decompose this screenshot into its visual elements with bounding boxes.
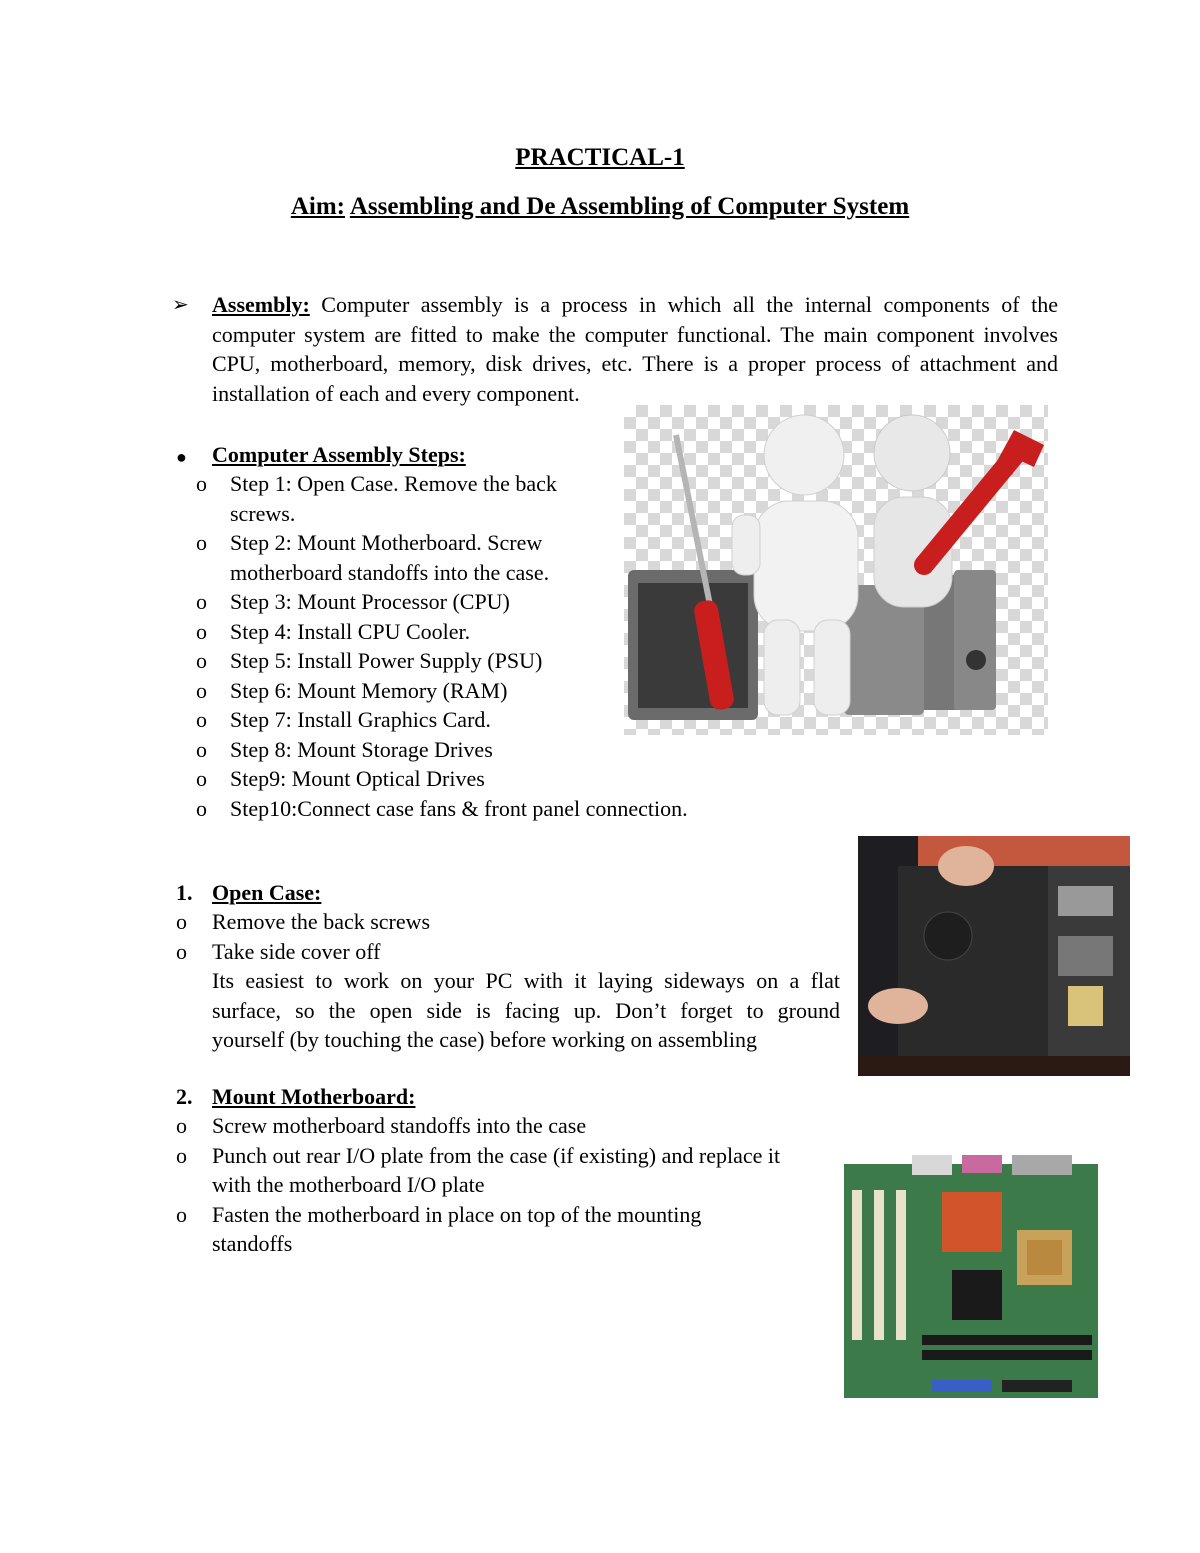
circle-bullet-icon: o [196,736,207,762]
aim-heading [0,193,1200,221]
circle-bullet-icon: o [196,589,207,614]
circle-bullet-icon: o [176,938,187,964]
list-item: o Step 7: Install Graphics Card. [196,705,688,735]
aim-label: Aim: [290,193,345,220]
circle-bullet-icon: o [176,1142,187,1168]
list-item-continuation: standoffs [212,1231,293,1256]
motherboard-image [842,1150,1100,1400]
technicians-illustration [624,405,1048,735]
bullet-icon: ● [176,447,187,467]
paragraph-line: yourself (by touching the case) before working on assembling [212,1027,757,1052]
aim-text: Assembling and De Assembling of Computer System [349,193,910,220]
list-item: o Remove the back screws [176,907,430,937]
list-item: o Step9: Mount Optical Drives [196,764,688,794]
list-item-continuation: screws. [230,500,296,526]
section1-number: 1. [176,880,193,905]
circle-bullet-icon: o [196,530,207,555]
list-item: o Step 6: Mount Memory (RAM) [196,676,688,706]
list-item: o Step10:Connect case fans & front panel connection. [196,794,688,824]
list-item: o Step 4: Install CPU Cooler. [196,617,688,647]
list-item: o Step 5: Install Power Supply (PSU) [196,646,688,676]
paragraph-line: Its easiest to work on your PC with it laying sideways on a flat [212,968,840,993]
page-title: PRACTICAL-1 [515,144,685,171]
paragraph-line: surface, so the open side is facing up. Don’t forget to ground [212,997,840,1023]
assembly-label: Assembly: [212,292,310,317]
section1-heading: Open Case: [212,880,322,905]
list-item: o Fasten the motherboard in place on top of the mounting [176,1200,780,1230]
circle-bullet-icon: o [196,766,207,791]
circle-bullet-icon: o [196,795,207,821]
list-item: o Step 3: Mount Processor (CPU) [196,587,688,617]
list-item: o Punch out rear I/O plate from the case (if existing) and replace it [176,1141,780,1171]
list-item: o Step 1: Open Case. Remove the back [196,469,688,499]
list-item: o Take side cover off [176,937,430,967]
section2-heading: Mount Motherboard: [212,1084,416,1109]
open-case-image [858,836,1130,1076]
assembly-line [212,290,1058,320]
circle-bullet-icon: o [176,1201,187,1227]
assembly-line: installation of each and every component. [212,380,580,406]
section1-list [176,907,430,966]
circle-bullet-icon: o [196,471,207,496]
steps-list [196,469,688,823]
arrow-bullet-icon: ➢ [172,294,189,316]
circle-bullet-icon: o [196,648,207,673]
section1-paragraph [212,966,840,1055]
list-item: o Step 2: Mount Motherboard. Screw [196,528,688,558]
assembly-line: computer system are fitted to make the computer functional. The main component involves [212,321,1058,347]
list-item-continuation: with the motherboard I/O plate [212,1172,485,1197]
circle-bullet-icon: o [196,618,207,644]
assembly-line: CPU, motherboard, memory, disk drives, etc. There is a proper process of attachment and [212,351,1058,376]
circle-bullet-icon: o [196,707,207,732]
circle-bullet-icon: o [176,909,187,934]
section2-number: 2. [176,1084,193,1109]
motherboard-photo [842,1150,1100,1400]
section2-list [176,1111,780,1259]
list-item: o Screw motherboard standoffs into the case [176,1111,780,1141]
assembly-paragraph [212,290,1058,408]
list-item: o Step 8: Mount Storage Drives [196,735,688,765]
open-case-photo [858,836,1130,1076]
assembly-text: Computer assembly is a process in which all the internal components of the [321,292,1058,317]
assembly-illustration [624,405,1048,735]
list-item-continuation: motherboard standoffs into the case. [230,559,550,585]
circle-bullet-icon: o [176,1113,187,1138]
circle-bullet-icon: o [196,677,207,703]
steps-heading: Computer Assembly Steps: [212,442,466,467]
